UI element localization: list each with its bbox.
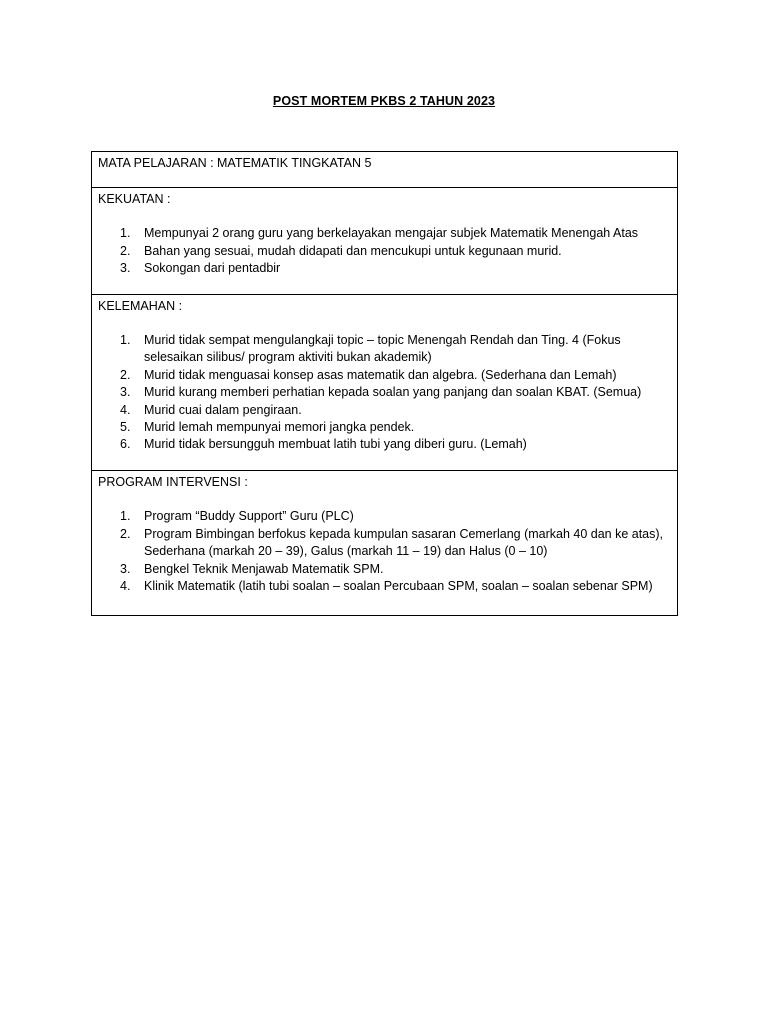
post-mortem-table <box>91 151 678 616</box>
list-item: Murid kurang memberi perhatian kepada soalan yang panjang dan soalan KBAT. (Semua) <box>144 385 642 400</box>
list-item: Program Bimbingan berfokus kepada kumpulan sasaran Cemerlang (markah 40 dan ke atas), Sederhana (markah 20 – 39), Galus (markah 11 – 19) dan Halus (0 – 10) <box>144 526 664 559</box>
subject-row <box>92 152 678 188</box>
kelemahan-row <box>92 294 678 470</box>
list-item: Bahan yang sesuai, mudah didapati dan mencukupi untuk kegunaan murid. <box>144 243 562 258</box>
list-item: Mempunyai 2 orang guru yang berkelayakan mengajar subjek Matematik Menengah Atas <box>144 226 639 241</box>
list-item: Murid cuai dalam pengiraan. <box>144 402 302 417</box>
list-item: Sokongan dari pentadbir <box>144 261 281 276</box>
list-item: Murid tidak bersungguh membuat latih tubi yang diberi guru. (Lemah) <box>144 437 527 452</box>
kekuatan-row <box>92 188 678 295</box>
list-item: Murid tidak menguasai konsep asas matematik dan algebra. (Sederhana dan Lemah) <box>144 367 617 382</box>
list-item: Klinik Matematik (latih tubi soalan – soalan Percubaan SPM, soalan – soalan sebenar SPM) <box>144 578 653 593</box>
intervensi-list <box>98 508 671 595</box>
subject-label: MATA PELAJARAN : MATEMATIK TINGKATAN 5 <box>98 156 372 170</box>
intervensi-row <box>92 470 678 615</box>
list-item: Murid lemah mempunyai memori jangka pendek. <box>144 420 415 435</box>
intervensi-heading: PROGRAM INTERVENSI : <box>98 474 248 489</box>
kelemahan-list <box>98 332 671 454</box>
list-item: Murid tidak sempat mengulangkaji topic – topic Menengah Rendah dan Ting. 4 (Fokus selesaikan silibus/ program aktiviti bukan akademik) <box>144 333 621 365</box>
list-item: Program “Buddy Support” Guru (PLC) <box>144 509 354 524</box>
kekuatan-list <box>98 225 671 277</box>
intervensi-cell <box>92 470 678 615</box>
kekuatan-cell <box>92 188 678 295</box>
page-title: POST MORTEM PKBS 2 TAHUN 2023 <box>272 94 496 108</box>
kelemahan-cell <box>92 294 678 470</box>
list-item: Bengkel Teknik Menjawab Matematik SPM. <box>144 561 384 576</box>
kekuatan-heading: KEKUATAN : <box>98 192 171 206</box>
kelemahan-heading: KELEMAHAN : <box>98 298 183 313</box>
subject-cell <box>92 152 678 188</box>
